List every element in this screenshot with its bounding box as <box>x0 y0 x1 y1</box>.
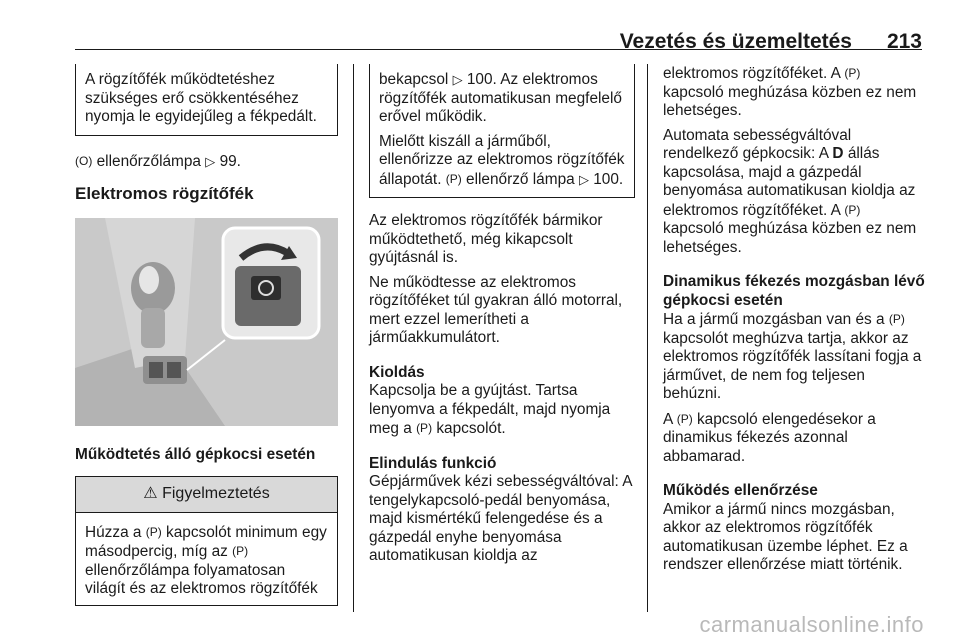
warning-body <box>76 513 337 605</box>
dynamic-braking-text: Ha a jármű mozgásban van és a (P) kapcsolót meghúzva tartja, akkor az elektromos rögzítőfék lassítani fogja a járművet, de nem fog teljesen behúzni. <box>663 311 922 402</box>
column-2 <box>369 64 635 566</box>
parking-brake-switch-icon: (P) <box>676 411 693 426</box>
note-text: A rögzítőfék működtetéshez szükséges erő csökkentéséhez nyomja le egyidejűleg a fékpedált. <box>85 71 317 125</box>
subheading: Működtetés álló gépkocsi esetén <box>75 445 316 463</box>
dynamic-braking-text-2: A (P) kapcsoló elengedésekor a dinamikus fékezés azonnal abbamarad. <box>663 410 876 465</box>
continuation-text-2: Mielőtt kiszáll a járműből, ellenőrizze az elektromos rögzítőfék állapotát. (P) ellenőrző lámpa ▷ 100. <box>379 132 625 188</box>
watermark: carmanualsonline.info <box>699 612 924 637</box>
paragraph: Az elektromos rögzítőfék bármikor működtethető, még kikapcsolt gyújtásnál is. <box>369 212 603 266</box>
parking-brake-switch-icon: (P) <box>844 66 861 80</box>
page-ref-arrow-icon: ▷ <box>578 171 589 187</box>
dynamic-braking-heading: Dinamikus fékezés mozgásban lévő gépkocsi esetén <box>663 273 925 309</box>
column-3 <box>663 64 925 575</box>
warning-header <box>76 477 337 513</box>
gear-position-d: D <box>832 145 844 162</box>
parking-brake-switch-icon: (P) <box>416 421 433 435</box>
warning-triangle-icon: ⚠ <box>143 485 158 502</box>
warning-title: Figyelmeztetés <box>162 485 270 502</box>
page-title: Vezetés és üzemeltetés <box>619 30 852 53</box>
parking-brake-switch-icon: (P) <box>844 202 861 217</box>
warning-box <box>75 476 338 606</box>
section-heading: Elektromos rögzítőfék <box>75 184 254 203</box>
note-box <box>75 64 338 136</box>
parking-brake-lamp-icon: (P) <box>232 544 249 558</box>
paragraph: Automata sebességváltóval rendelkező gépkocsik: A D állás kapcsolása, majd a gázpedál benyomása automatikusan kioldja az elektromos rögzítőféket. A (P) kapcsoló meghúzása közben ez nem lehetséges. <box>663 126 917 256</box>
parking-brake-switch-icon: (P) <box>145 524 162 539</box>
function-check-text: Amikor a jármű nincs mozgásban, akkor az elektromos rögzítőfék automatikusan üzembe léphet. Ez a rendszer ellenőrzése miatt történik. <box>663 500 908 573</box>
header-rule <box>75 49 922 50</box>
column-1 <box>75 64 338 606</box>
page-header <box>0 30 960 58</box>
column-divider-1 <box>353 64 354 612</box>
column-divider-2 <box>647 64 648 612</box>
function-check-heading: Működés ellenőrzése <box>663 482 818 499</box>
paragraph: Ne működtesse az elektromos rögzítőféket túl gyakran álló motorral, mert ezzel lemerítheti a járműakkumulátort. <box>369 273 623 346</box>
lamp-line: (O) ellenőrzőlámpa ▷ 99. <box>75 152 241 170</box>
warning-text: Húzza a (P) kapcsolót minimum egy másodpercig, míg az (P) ellenőrzőlámpa folyamatosan világít és az elektromos rögzítőfék <box>85 523 327 597</box>
continuation-text-1: bekapcsol ▷ 100. Az elektromos rögzítőfék automatikusan megfelelő erővel működik. <box>379 71 622 125</box>
parking-brake-lamp-icon: (P) <box>445 171 462 186</box>
release-heading: Kioldás <box>369 363 425 381</box>
release-text: Kapcsolja be a gyújtást. Tartsa lenyomva a fékpedált, majd nyomja meg a (P) kapcsolót. <box>369 382 611 437</box>
console-drawing <box>75 218 338 426</box>
page-number: 213 <box>886 30 922 53</box>
warning-continuation-box <box>369 64 635 198</box>
page-ref-arrow-icon: ▷ <box>205 153 216 169</box>
paragraph: elektromos rögzítőféket. A (P) kapcsoló meghúzása közben ez nem lehetséges. <box>663 65 917 119</box>
start-heading: Elindulás funkció <box>369 454 497 472</box>
parking-brake-switch-icon: (P) <box>888 312 905 326</box>
start-text: Gépjárművek kézi sebességváltóval: A tengelykapcsoló-pedál benyomása, majd kismértékű felengedése és a gázpedál enyhe benyomása automatikusan kioldja az <box>369 473 632 564</box>
parking-brake-illustration <box>75 218 338 426</box>
page-ref-arrow-icon: ▷ <box>452 72 463 87</box>
parking-brake-lamp-icon: (O) <box>75 153 93 168</box>
